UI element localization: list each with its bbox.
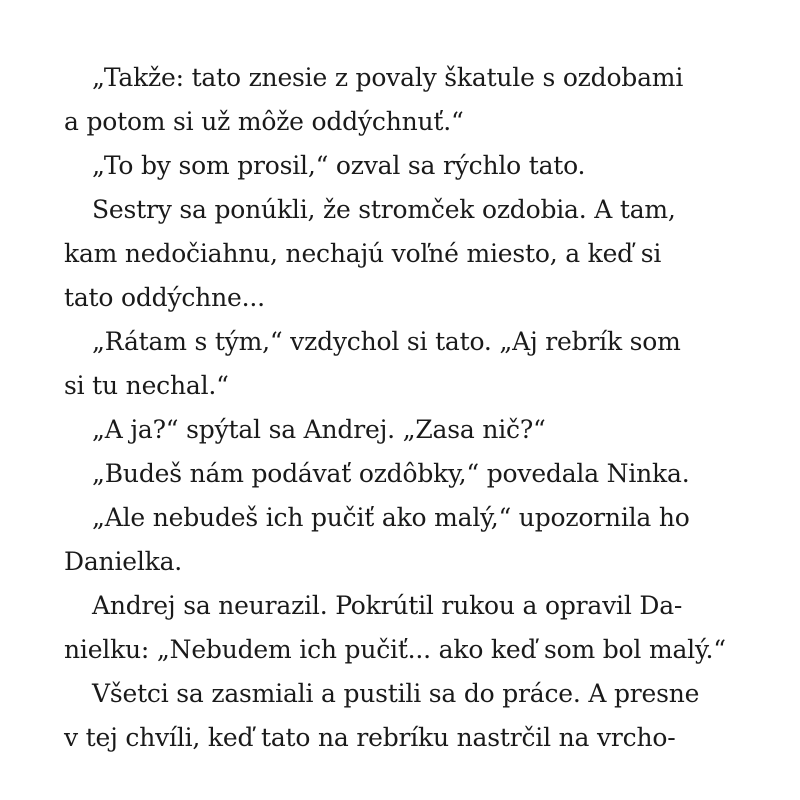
text-line: Sestry sa ponúkli, že stromček ozdobia. A tam, — [92, 195, 676, 224]
text-line: Andrej sa neurazil. Pokrútil rukou a opravil Da- — [92, 591, 683, 620]
text-line: „Ale nebudeš ich pučiť ako malý,“ upozornila ho — [92, 503, 690, 532]
text-line: a potom si už môže oddýchnuť.“ — [64, 107, 464, 136]
text-line: „Takže: tato znesie z povaly škatule s ozdobami — [92, 63, 684, 92]
text-line: „To by som prosil,“ ozval sa rýchlo tato. — [92, 151, 586, 180]
text-line: „Rátam s tým,“ vzdychol si tato. „Aj rebrík som — [92, 327, 681, 356]
text-line: tato oddýchne... — [64, 283, 265, 312]
text-line: „Budeš nám podávať ozdôbky,“ povedala Ninka. — [92, 459, 690, 488]
text-line: v tej chvíli, keď tato na rebríku nastrčil na vrcho- — [64, 723, 676, 752]
text-line: „A ja?“ spýtal sa Andrej. „Zasa nič?“ — [92, 415, 546, 444]
text-line: Danielka. — [64, 547, 183, 576]
text-line: si tu nechal.“ — [64, 371, 229, 400]
text-line: kam nedočiahnu, nechajú voľné miesto, a keď si — [64, 239, 662, 268]
text-line: nielku: „Nebudem ich pučiť... ako keď som bol malý.“ — [64, 635, 726, 664]
text-line: Všetci sa zasmiali a pustili sa do práce. A presne — [92, 679, 700, 708]
